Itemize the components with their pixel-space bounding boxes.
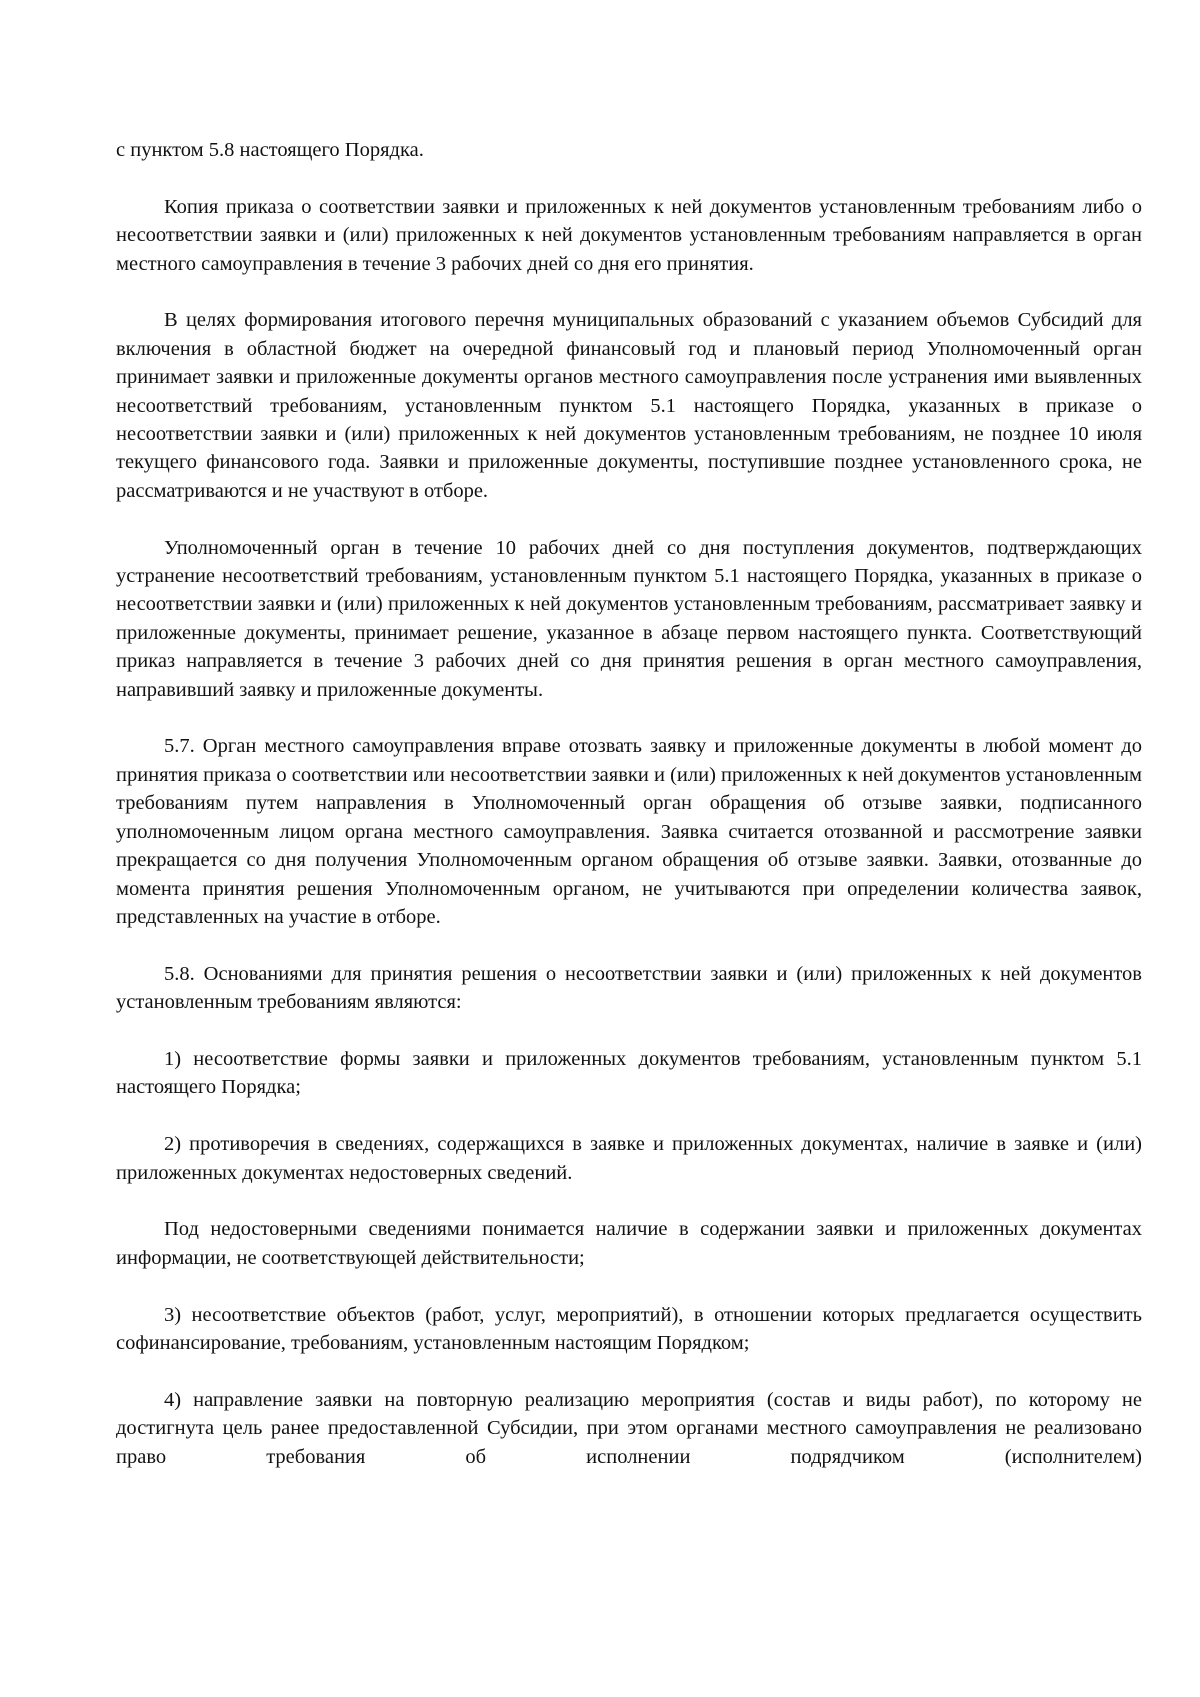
list-item-3: 3) несоответствие объектов (работ, услуг, мероприятий), в отношении которых предлагается осуществить софинансирование, требованиям, установленным настоящим Порядком; [116, 1303, 1142, 1354]
list-item-2: 2) противоречия в сведениях, содержащихся в заявке и приложенных документах, наличие в заявке и (или) приложенных документах недостоверных сведений. [116, 1133, 1142, 1184]
paragraph-definition: Под недостоверными сведениями понимается наличие в содержании заявки и приложенных документах информации, не соответствующей действительности; [116, 1218, 1142, 1269]
paragraph-order-copy: Копия приказа о соответствии заявки и приложенных к ней документов установленным требованиям либо о несоответствии заявки и (или) приложенных к ней документов установленным требованиям направляется в орган местного самоуправления в течение 3 рабочих дней со дня его принятия. [116, 195, 1142, 275]
list-item-4: 4) направление заявки на повторную реализацию мероприятия (состав и виды работ), по которому не достигнута цель ранее предоставленной Субсидии, при этом органами местного самоуправления не реализовано право требования об исполнении подрядчиком (исполнителем) [116, 1388, 1142, 1468]
paragraph-5-7: 5.7. Орган местного самоуправления вправе отозвать заявку и приложенные документы в любой момент до принятия приказа о соответствии или несоответствии заявки и (или) приложенных к ней документов установленным требованиям путем направления в Уполномоченный орган обращения об отзыве заявки, подписанного уполномоченным лицом органа местного самоуправления. Заявка считается отозванной и рассмотрение заявки прекращается со дня получения Уполномоченным органом обращения об отзыве заявки. Заявки, отозванные до момента принятия решения Уполномоченным органом, не учитываются при определении количества заявок, представленных на участие в отборе. [116, 735, 1142, 928]
paragraph-review-period: Уполномоченный орган в течение 10 рабочих дней со дня поступления документов, подтверждающих устранение несоответствий требованиям, установленным пунктом 5.1 настоящего Порядка, указанных в приказе о несоответствии заявки и (или) приложенных к ней документов установленным требованиям, рассматривает заявку и приложенные документы, принимает решение, указанное в абзаце первом настоящего пункта. Соответствующий приказ направляется в течение 3 рабочих дней со дня принятия решения в орган местного самоуправления, направивший заявку и приложенные документы. [116, 536, 1142, 701]
paragraph-continuation: с пунктом 5.8 настоящего Порядка. [116, 139, 424, 161]
list-item-1: 1) несоответствие формы заявки и приложенных документов требованиям, установленным пунктом 5.1 настоящего Порядка; [116, 1047, 1142, 1099]
document-page [116, 136, 1142, 1471]
paragraph-5-8: 5.8. Основаниями для принятия решения о несоответствии заявки и (или) приложенных к ней документов установленным требованиям являются: [116, 962, 1142, 1014]
paragraph-final-list: В целях формирования итогового перечня муниципальных образований с указанием объемов Субсидий для включения в областной бюджет на очередной финансовый год и плановый период Уполномоченный орган принимает заявки и приложенные документы органов местного самоуправления после устранения ими выявленных несоответствий требованиям, установленным пунктом 5.1 настоящего Порядка, указанных в приказе о несоответствии заявки и (или) приложенных к ней документов установленным требованиям, не позднее 10 июля текущего финансового года. Заявки и приложенные документы, поступившие позднее установленного срока, не рассматриваются и не участвуют в отборе. [116, 309, 1142, 502]
